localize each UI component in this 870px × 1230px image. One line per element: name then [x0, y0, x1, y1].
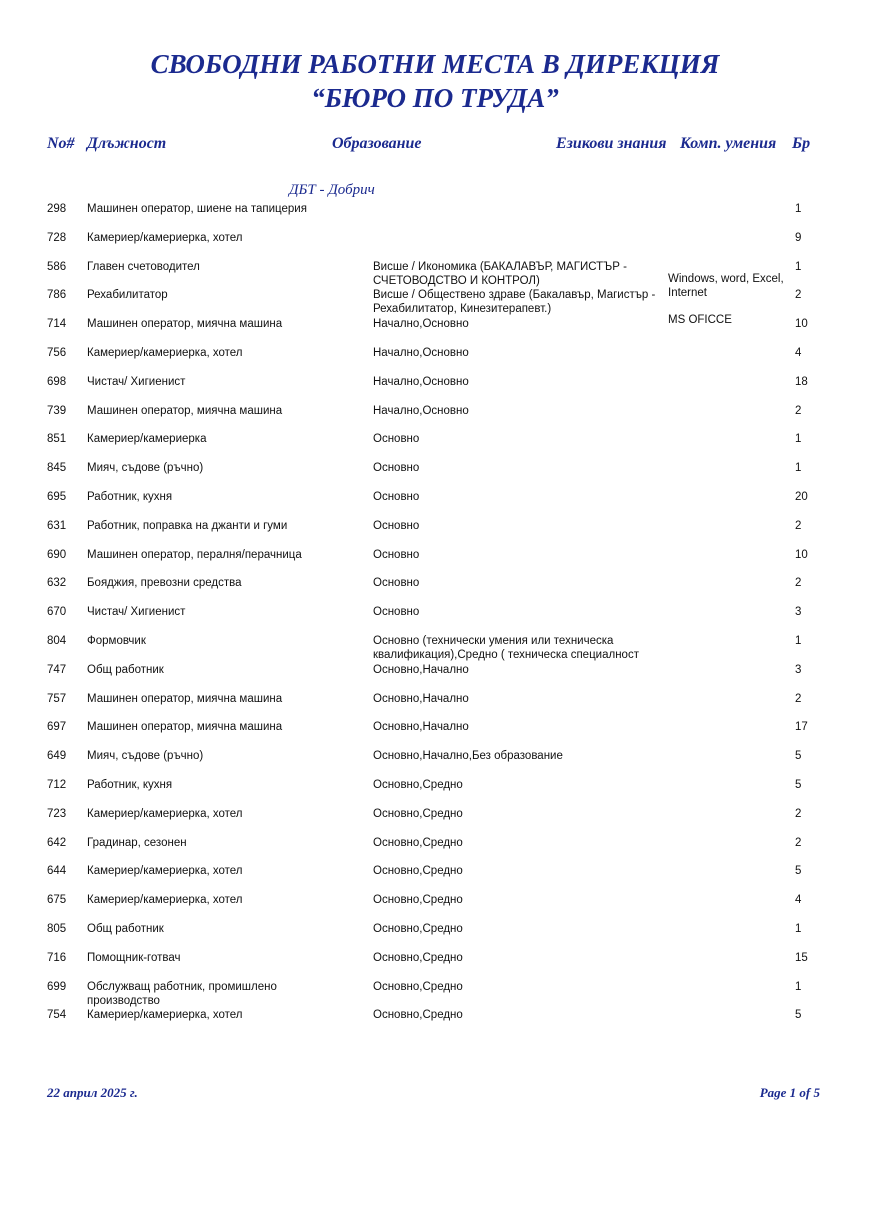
computer-skills-note: Windows, word, Excel, Internet	[668, 273, 784, 299]
row-education: Основно (технически умения или техническа квалификация),Средно ( техническа специалност	[373, 635, 639, 661]
row-education: Основно	[373, 462, 420, 475]
row-position: Камериер/камериерка, хотел	[87, 894, 243, 907]
row-position: Машинен оператор, миячна машина	[87, 721, 283, 734]
row-count: 10	[795, 548, 808, 561]
row-position: Камериер/камериерка, хотел	[87, 347, 243, 359]
row-position: Рехабилитатор	[87, 289, 168, 302]
row-count: 1	[795, 635, 802, 647]
row-count: 1	[795, 980, 802, 993]
footer-date: 22 април 2025 г.	[47, 1085, 138, 1100]
row-position: Общ работник	[87, 923, 164, 935]
row-count: 4	[795, 894, 802, 907]
row-education: Основно,Средно	[373, 836, 463, 849]
row-number: 670	[47, 606, 67, 619]
row-education: Начално,Основно	[373, 347, 469, 359]
row-number: 649	[47, 750, 67, 763]
row-education: Основно,Средно	[373, 779, 463, 791]
row-education: Основно,Средно	[373, 923, 463, 935]
header-position: Длъжност	[87, 135, 167, 152]
row-position: Машинен оператор, миячна машина	[87, 692, 283, 705]
row-number: 644	[47, 865, 67, 878]
table-row	[0, 634, 870, 662]
row-count: 1	[795, 260, 802, 273]
row-count: 2	[795, 692, 802, 705]
row-count: 9	[795, 231, 802, 244]
row-number: 698	[47, 375, 67, 388]
table-row	[0, 461, 870, 489]
row-education: Основно	[373, 519, 420, 532]
table-row	[0, 432, 870, 460]
row-position: Работник, поправка на джанти и гуми	[87, 519, 288, 532]
row-count: 1	[795, 433, 802, 446]
row-number: 723	[47, 807, 67, 820]
row-number: 757	[47, 692, 67, 705]
row-education: Основно,Начално	[373, 663, 469, 676]
row-count: 1	[795, 203, 802, 215]
row-position: Машинен оператор, шиене на тапицерия	[87, 203, 307, 215]
header-num: No#	[47, 135, 75, 152]
row-number: 739	[47, 404, 67, 417]
table-row	[0, 375, 870, 403]
row-number: 690	[47, 548, 67, 561]
table-row	[0, 893, 870, 921]
row-position: Машинен оператор, миячна машина	[87, 404, 283, 417]
computer-skills-note: MS OFICCE	[668, 314, 732, 326]
row-count: 15	[795, 951, 808, 964]
table-row	[0, 720, 870, 748]
row-number: 804	[47, 635, 67, 647]
row-number: 845	[47, 462, 67, 475]
row-position: Камериер/камериерка, хотел	[87, 865, 243, 878]
table-row	[0, 576, 870, 604]
table-row	[0, 980, 870, 1008]
row-position: Камериер/камериерка, хотел	[87, 231, 243, 244]
row-count: 2	[795, 836, 802, 849]
row-position: Помощник-готвач	[87, 951, 181, 964]
row-position: Машинен оператор, пералня/перачница	[87, 548, 302, 561]
table-row	[0, 231, 870, 259]
row-count: 1	[795, 462, 802, 475]
row-number: 699	[47, 980, 67, 993]
row-count: 2	[795, 807, 802, 820]
table-row	[0, 922, 870, 950]
row-number: 714	[47, 318, 67, 331]
row-position: Камериер/камериерка, хотел	[87, 807, 243, 820]
row-count: 5	[795, 779, 802, 791]
row-number: 716	[47, 951, 67, 964]
table-row	[0, 202, 870, 230]
row-count: 2	[795, 289, 802, 302]
row-education: Основно	[373, 548, 420, 561]
header-education: Образование	[332, 135, 422, 152]
row-number: 712	[47, 779, 67, 791]
row-number: 728	[47, 231, 67, 244]
row-education: Основно,Начално	[373, 692, 469, 705]
row-education: Основно	[373, 491, 420, 503]
row-education: Начално,Основно	[373, 375, 469, 388]
table-row	[0, 548, 870, 576]
table-row	[0, 864, 870, 892]
row-education: Основно,Средно	[373, 865, 463, 878]
row-number: 851	[47, 433, 67, 446]
row-count: 3	[795, 606, 802, 619]
table-row	[0, 519, 870, 547]
table-row	[0, 951, 870, 979]
row-count: 1	[795, 923, 802, 935]
row-number: 298	[47, 203, 67, 215]
row-number: 631	[47, 519, 67, 532]
row-position: Камериер/камериерка, хотел	[87, 1009, 243, 1022]
page-title-line2: “БЮРО ПО ТРУДА”	[311, 83, 559, 113]
table-row	[0, 836, 870, 864]
row-count: 5	[795, 865, 802, 878]
row-position: Бояджия, превозни средства	[87, 577, 242, 590]
row-position: Градинар, сезонен	[87, 836, 187, 849]
row-count: 2	[795, 577, 802, 590]
row-education: Висше / Обществено здраве (Бакалавър, Магистър - Рехабилитатор, Кинезитерапевт.)	[373, 289, 656, 316]
row-number: 756	[47, 347, 67, 359]
table-row	[0, 692, 870, 720]
table-row	[0, 346, 870, 374]
row-education: Основно,Средно	[373, 980, 463, 993]
row-education: Основно	[373, 577, 420, 590]
row-number: 697	[47, 721, 67, 734]
row-position: Формовчик	[87, 635, 146, 647]
row-number: 632	[47, 577, 67, 590]
row-position: Работник, кухня	[87, 491, 173, 503]
row-number: 675	[47, 894, 67, 907]
row-number: 747	[47, 663, 67, 676]
row-education: Основно	[373, 433, 420, 446]
row-education: Основно,Средно	[373, 951, 463, 964]
row-number: 642	[47, 836, 67, 849]
row-number: 695	[47, 491, 67, 503]
table-row	[0, 778, 870, 806]
row-education: Основно,Начално,Без образование	[373, 750, 563, 763]
row-education: Основно,Средно	[373, 1009, 463, 1022]
row-position: Общ работник	[87, 663, 164, 676]
row-count: 2	[795, 404, 802, 417]
row-count: 4	[795, 347, 802, 359]
row-education: Начално,Основно	[373, 318, 469, 331]
row-count: 10	[795, 318, 808, 331]
table-row	[0, 1008, 870, 1036]
table-row	[0, 404, 870, 432]
row-education: Основно,Средно	[373, 894, 463, 907]
row-count: 17	[795, 721, 808, 734]
row-count: 18	[795, 375, 808, 388]
section-title: ДБТ - Добрич	[289, 182, 375, 198]
table-row	[0, 663, 870, 691]
row-education: Основно	[373, 606, 420, 619]
row-position: Машинен оператор, миячна машина	[87, 318, 283, 331]
row-count: 5	[795, 1009, 802, 1022]
footer-page-number: Page 1 of 5	[759, 1085, 820, 1100]
page-title-line1: СВОБОДНИ РАБОТНИ МЕСТА В ДИРЕКЦИЯ	[150, 49, 720, 79]
header-computer: Комп. умения	[680, 135, 777, 152]
row-education: Основно,Средно	[373, 807, 463, 820]
row-education: Начално,Основно	[373, 404, 469, 417]
row-count: 3	[795, 663, 802, 676]
row-position: Обслужващ работник, промишлено производство	[87, 980, 277, 1007]
table-row	[0, 605, 870, 633]
table-row	[0, 749, 870, 777]
row-position: Мияч, съдове (ръчно)	[87, 750, 204, 763]
row-position: Чистач/ Хигиенист	[87, 375, 186, 388]
row-number: 805	[47, 923, 67, 935]
row-count: 20	[795, 491, 808, 503]
row-position: Главен счетоводител	[87, 260, 200, 273]
header-count: Бр	[792, 135, 811, 152]
row-position: Работник, кухня	[87, 779, 173, 791]
row-position: Мияч, съдове (ръчно)	[87, 462, 204, 475]
table-row	[0, 490, 870, 518]
row-number: 786	[47, 289, 67, 302]
row-number: 754	[47, 1009, 67, 1022]
row-number: 586	[47, 260, 67, 273]
row-position: Камериер/камериерка	[87, 433, 207, 446]
header-languages: Езикови знания	[556, 135, 667, 152]
row-position: Чистач/ Хигиенист	[87, 606, 186, 619]
row-education: Висше / Икономика (БАКАЛАВЪР, МАГИСТЪР - СЧЕТОВОДСТВО И КОНТРОЛ)	[373, 260, 627, 287]
row-count: 5	[795, 750, 802, 763]
row-education: Основно,Начално	[373, 721, 469, 734]
table-row	[0, 807, 870, 835]
row-count: 2	[795, 519, 802, 532]
